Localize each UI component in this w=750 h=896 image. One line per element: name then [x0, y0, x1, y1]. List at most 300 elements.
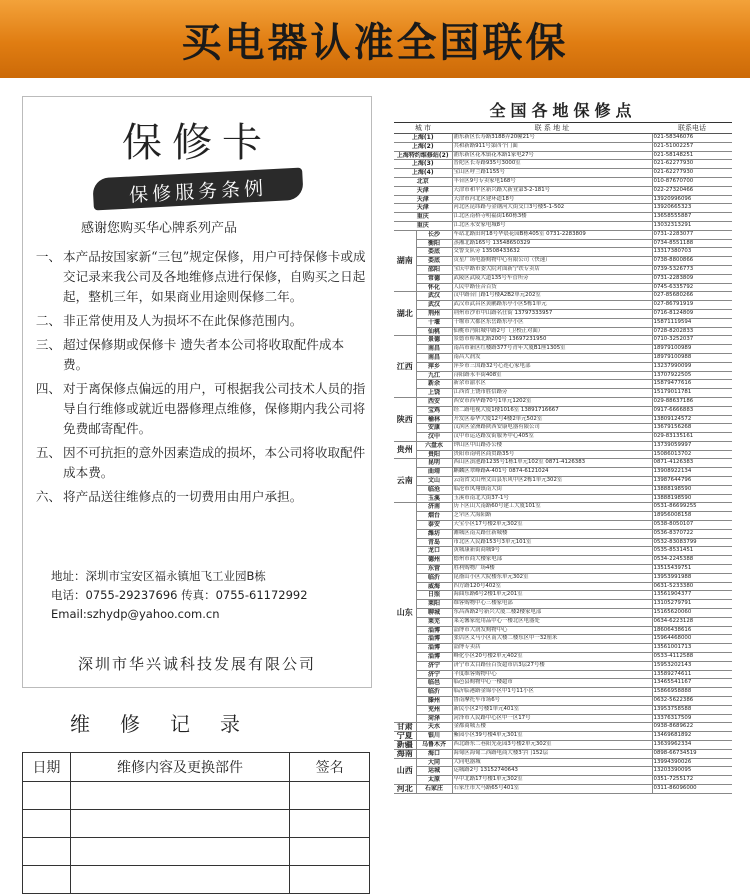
record-cell[interactable] — [290, 866, 370, 894]
address-cell: 贵阳市南明区商贸路35号 — [452, 450, 652, 459]
city-cell: 莱芜 — [416, 617, 452, 626]
record-cell[interactable] — [23, 810, 71, 838]
phone-cell: 021-62277930 — [652, 160, 732, 169]
city-cell: 九江 — [416, 371, 452, 380]
phone-cell: 13707922505 — [652, 371, 732, 380]
city-cell: 天津 — [394, 195, 452, 204]
location-row — [394, 353, 732, 362]
location-row — [394, 679, 732, 688]
location-row — [394, 318, 732, 327]
term-text: 超过保修期或保修卡 遗失者本公司将收取配件成本费。 — [63, 337, 345, 372]
location-row — [394, 397, 732, 406]
province-cell: 湖北 — [394, 292, 416, 336]
record-cell[interactable] — [70, 838, 289, 866]
province-cell: 甘肃 — [394, 723, 416, 732]
phone-cell: 0898-66734519 — [652, 749, 732, 758]
phone-cell: 021-51002257 — [652, 142, 732, 151]
phone-cell: 13994390026 — [652, 758, 732, 767]
term-item — [31, 443, 367, 483]
address-cell: 仙桃市沔阳城中路2号（卫校正对面） — [452, 327, 652, 336]
phone-cell: 13032313291 — [652, 221, 732, 230]
address-cell: 新余市渝水区 — [452, 380, 652, 389]
location-row — [394, 626, 732, 635]
phone-cell: 15179011781 — [652, 389, 732, 398]
location-row — [394, 582, 732, 591]
address-cell: 麒麟区翠峰路A-401号 0874-6121024 — [452, 468, 652, 477]
phone-cell: 13809124572 — [652, 415, 732, 424]
province-cell: 宁夏 — [394, 732, 416, 741]
address-cell: 江北区南桥寺明福街160栋3楼 — [452, 213, 652, 222]
phone-cell: 13953991988 — [652, 573, 732, 582]
phone-cell: 13515439751 — [652, 565, 732, 574]
address-cell: 十堰市大都区东岳路东亭小区 — [452, 318, 652, 327]
location-row — [394, 477, 732, 486]
phone-cell: 0728-8202833 — [652, 327, 732, 336]
city-cell: 济南 — [416, 503, 452, 512]
header-phone: 联系电话 — [652, 123, 732, 134]
phone-cell: 021-62277930 — [652, 169, 732, 178]
record-cell[interactable] — [290, 838, 370, 866]
header-city: 城 市 — [394, 123, 452, 134]
location-row — [394, 327, 732, 336]
phone-cell: 029-88637186 — [652, 397, 732, 406]
address-cell: 武陵区武陵大道135号车管所旁 — [452, 274, 652, 283]
city-cell: 玉溪 — [416, 494, 452, 503]
phone-cell: 13953758588 — [652, 705, 732, 714]
location-row — [394, 644, 732, 653]
location-row — [394, 221, 732, 230]
address-cell: 天宝小区17号楼2单元302室 — [452, 521, 652, 530]
city-cell: 天津 — [394, 186, 452, 195]
city-cell: 乌鲁木齐 — [416, 740, 452, 749]
location-row — [394, 705, 732, 714]
location-row — [394, 406, 732, 415]
address-cell: 景德市桥城北路200号 13697231950 — [452, 336, 652, 345]
city-cell: 大同 — [416, 758, 452, 767]
location-row — [394, 248, 732, 257]
address-cell: 胜利购物广场4楼 — [452, 565, 652, 574]
locations-table — [394, 122, 732, 794]
phone-cell: 021-58148251 — [652, 151, 732, 160]
phone-cell: 13105279791 — [652, 600, 732, 609]
address-cell: 交警支队旁 13508433632 — [452, 248, 652, 257]
phone-cell: 0634-6223128 — [652, 617, 732, 626]
city-cell: 仙桃 — [416, 327, 452, 336]
address-cell: 新民小区2号楼1单元401室 — [452, 705, 652, 714]
location-row — [394, 177, 732, 186]
province-cell: 江西 — [394, 336, 416, 398]
record-cell[interactable] — [23, 838, 71, 866]
record-cell[interactable] — [290, 810, 370, 838]
record-row — [23, 838, 370, 866]
address-cell: 开发区泰华大厦12号4楼2单元502室 — [452, 415, 652, 424]
phone-cell: 0739-5326773 — [652, 265, 732, 274]
location-row — [394, 362, 732, 371]
city-cell: 临邑 — [416, 679, 452, 688]
location-row — [394, 776, 732, 785]
city-cell: 武汉 — [416, 292, 452, 301]
location-row — [394, 723, 732, 732]
city-cell: 娄底 — [416, 257, 452, 266]
warranty-card — [22, 96, 372, 688]
address-cell: 四方路120号402室 — [452, 582, 652, 591]
location-row — [394, 688, 732, 697]
phone-cell: 0731-2283809 — [652, 274, 732, 283]
city-cell: 西安 — [416, 397, 452, 406]
company-name: 深圳市华兴诚科技发展有限公司 — [77, 655, 316, 673]
location-row — [394, 345, 732, 354]
address-cell: 武汉市武昌区黄鹂路东亭小区5栋1单元 — [452, 301, 652, 310]
city-cell: 娄底 — [416, 248, 452, 257]
record-cell[interactable] — [23, 782, 71, 810]
term-text: 对于离保修点偏远的用户，可根据我公司技术人员的指导自行维修或就近电器修理点维修，保修期内我公司将免费邮寄配件。 — [63, 381, 366, 436]
address-cell: 宝山区呼兰路1155号 — [452, 169, 652, 178]
location-row — [394, 556, 732, 565]
city-cell: 昆明 — [416, 459, 452, 468]
record-cell[interactable] — [290, 782, 370, 810]
phone-cell: 13561904377 — [652, 591, 732, 600]
record-cell[interactable] — [70, 782, 289, 810]
address-cell: 经二路电视大厦1楼1016室 13891716667 — [452, 406, 652, 415]
location-row — [394, 591, 732, 600]
phone-cell: 13376317509 — [652, 714, 732, 723]
record-cell[interactable] — [23, 866, 71, 894]
address-cell: 石家庄市大马路65号401室 — [452, 784, 652, 793]
city-cell: 威海 — [416, 582, 452, 591]
phone-cell: 13469681892 — [652, 732, 732, 741]
email-text: Email:szhydp@yahoo.com.cn — [51, 607, 220, 621]
address-cell: 南昌市新区红楼路377号青年大厦B1座1305室 — [452, 345, 652, 354]
term-number: 二、 — [35, 313, 61, 328]
location-row — [394, 283, 732, 292]
location-row — [394, 547, 732, 556]
city-cell: 怀化 — [416, 283, 452, 292]
address-cell: 浔阳路永丰街408室 — [452, 371, 652, 380]
address-text: 地址：深圳市宝安区福永镇旭飞工业园B栋 — [51, 569, 266, 583]
address-cell: 车站北路田时18号华晨花园B栋405室 0731-2283809 — [452, 230, 652, 239]
address-cell: 普陀区长寿路935号3000室 — [452, 160, 652, 169]
phone-cell: 13920996096 — [652, 195, 732, 204]
city-cell: 榆林 — [416, 415, 452, 424]
term-item — [31, 335, 367, 375]
phone-cell: 18606438616 — [652, 626, 732, 635]
address-cell: 海曲东路6号2楼1单元201室 — [452, 591, 652, 600]
city-cell: 淄博 — [416, 644, 452, 653]
location-row — [394, 257, 732, 266]
address-cell: 汉中路台门路1号楼A2B2单元202室 — [452, 292, 652, 301]
location-row — [394, 424, 732, 433]
address-cell: 宝庆中路市委大院对面新宁铁专卖店 — [452, 265, 652, 274]
city-cell: 上海(2) — [394, 142, 452, 151]
term-number: 四、 — [35, 381, 61, 396]
phone-cell: 13920665323 — [652, 204, 732, 213]
phone-cell: 0536-8370722 — [652, 529, 732, 538]
phone-cell: 0351-7255172 — [652, 776, 732, 785]
phone-cell: 0538-8050107 — [652, 521, 732, 530]
city-cell: 荆州 — [416, 309, 452, 318]
city-cell: 新余 — [416, 380, 452, 389]
location-row — [394, 160, 732, 169]
address-cell: 天津市河北区建环道18号 — [452, 195, 652, 204]
city-cell: 青岛 — [416, 538, 452, 547]
locations-title: 全国各地保修点 — [489, 101, 637, 120]
address-cell: 济宁市太白路佳百货超市店3层27号楼 — [452, 661, 652, 670]
phone-cell: 029-83135161 — [652, 433, 732, 442]
province-cell: 陕西 — [394, 397, 416, 441]
address-cell: 市北区人民路153号3单元101室 — [452, 538, 652, 547]
term-item — [31, 247, 367, 307]
location-row — [394, 697, 732, 706]
city-cell: 莱阳 — [416, 600, 452, 609]
address-cell: 荆州市沙市中山路名仕街 13797333957 — [452, 309, 652, 318]
address-cell: 汉滨区金洲路陕西安康电器有限公司 — [452, 424, 652, 433]
address-cell: 淄博市大润发购物中心 — [452, 626, 652, 635]
header-signature: 签名 — [290, 753, 370, 782]
address-cell: 黄城康新街商城9号 — [452, 547, 652, 556]
terms-list — [31, 247, 367, 511]
address-cell: 玉溪市南北大街37-1号 — [452, 494, 652, 503]
location-row — [394, 336, 732, 345]
city-cell: 聊城 — [416, 609, 452, 618]
phone-cell: 13589274611 — [652, 670, 732, 679]
location-row — [394, 600, 732, 609]
location-row — [394, 441, 732, 450]
card-title: 保修卡 — [122, 120, 272, 166]
address-cell: 临沧市凤翔镇南大街 — [452, 485, 652, 494]
term-number: 六、 — [35, 489, 61, 504]
city-cell: 滕州 — [416, 697, 452, 706]
address-cell: 金都商城五楼 — [452, 723, 652, 732]
phone-cell: 010-87670700 — [652, 177, 732, 186]
banner-title: 买电器认准全国联保 — [181, 19, 569, 66]
city-cell: 济宁 — [416, 661, 452, 670]
address-cell: 紫园小区39号楼4单元301室 — [452, 732, 652, 741]
location-row — [394, 450, 732, 459]
address-cell: 西北路东二巷阳光花园3号楼2单元302室 — [452, 740, 652, 749]
address-cell: 江西省上饶市胜信路旁 — [452, 389, 652, 398]
location-row — [394, 529, 732, 538]
phone-cell: 13237990099 — [652, 362, 732, 371]
city-cell: 兖州 — [416, 705, 452, 714]
city-cell: 重庆 — [394, 213, 452, 222]
term-number: 一、 — [35, 249, 61, 264]
address-cell: 浦东新区长寿路3188弄20幢21号 — [452, 134, 652, 143]
city-cell: 北京 — [394, 177, 452, 186]
city-cell: 六盘水 — [416, 441, 452, 450]
city-cell: 淄博 — [416, 626, 452, 635]
phone-cell: 0535-8531451 — [652, 547, 732, 556]
city-cell: 十堰 — [416, 318, 452, 327]
location-row — [394, 459, 732, 468]
phone-cell: 18956008158 — [652, 512, 732, 521]
phone-cell: 15879477616 — [652, 380, 732, 389]
phone-cell: 0710-3252037 — [652, 336, 732, 345]
address-cell: 共和新路911号第四个门面 — [452, 142, 652, 151]
address-cell: 峰化小区20号楼2单元402室 — [452, 653, 652, 662]
address-cell: 河北区昆纬路与金钢河大街交口3号楼5-1-502 — [452, 204, 652, 213]
address-cell: 西安市西华路70号1单元1202室 — [452, 397, 652, 406]
location-row — [394, 767, 732, 776]
phone-cell: 15964468000 — [652, 635, 732, 644]
phone-cell: 18979100989 — [652, 345, 732, 354]
header-content: 维修内容及更换部件 — [70, 753, 289, 782]
address-cell: 南昌大润发 — [452, 353, 652, 362]
address-cell: 浦东新区花木镇花木路1家电27号 — [452, 151, 652, 160]
city-cell: 重庆 — [394, 221, 452, 230]
location-row — [394, 670, 732, 679]
address-cell: 汉中市运达路发街服务中心405室 — [452, 433, 652, 442]
city-cell: 贵阳 — [416, 450, 452, 459]
address-cell: 云南省文山州文山县东风中区2栋1单元302室 — [452, 477, 652, 486]
address-cell: 德州市商大楼家电部 — [452, 556, 652, 565]
city-cell: 萍乡 — [416, 362, 452, 371]
record-cell[interactable] — [70, 866, 289, 894]
term-number: 五、 — [35, 445, 61, 460]
location-row — [394, 265, 732, 274]
phone-cell: 13639962334 — [652, 740, 732, 749]
phone-cell: 13465541167 — [652, 679, 732, 688]
location-row — [394, 151, 732, 160]
location-row — [394, 732, 732, 741]
address-cell: 西山区滇池路1235号1栋1单元102室 0871-4126383 — [452, 459, 652, 468]
city-cell: 上海(1) — [394, 134, 452, 143]
province-cell: 湖南 — [394, 230, 416, 292]
location-row — [394, 573, 732, 582]
phone-cell: 15866958888 — [652, 688, 732, 697]
location-row — [394, 134, 732, 143]
phone-cell: 13561001713 — [652, 644, 732, 653]
location-row — [394, 758, 732, 767]
city-cell: 烟台 — [416, 512, 452, 521]
phone-cell: 022-27320466 — [652, 186, 732, 195]
record-cell[interactable] — [70, 810, 289, 838]
service-locations — [394, 96, 732, 891]
province-cell: 贵州 — [394, 441, 416, 459]
address-cell: 萍乡市三国路32号心连心家电部 — [452, 362, 652, 371]
city-cell: 银川 — [416, 732, 452, 741]
location-row — [394, 309, 732, 318]
province-cell: 山东 — [394, 503, 416, 723]
location-row — [394, 494, 732, 503]
address-cell: 维客购物中心三楼家电部 — [452, 600, 652, 609]
address-cell: 钟山区中山路办公楼 — [452, 441, 652, 450]
city-cell: 天津 — [394, 204, 452, 213]
city-cell: 龙口 — [416, 547, 452, 556]
address-cell: 临邑县购物中心一楼超市 — [452, 679, 652, 688]
phone-cell: 15165620060 — [652, 609, 732, 618]
location-row — [394, 186, 732, 195]
city-cell: 南昌 — [416, 345, 452, 354]
location-row — [394, 239, 732, 248]
service-terms-stamp — [92, 168, 303, 211]
term-number: 三、 — [35, 337, 61, 352]
city-cell: 济宁 — [416, 670, 452, 679]
province-cell: 海南 — [394, 749, 416, 758]
phone-cell: 13888198590 — [652, 485, 732, 494]
term-text: 因不可抗拒的意外因素造成的损坏，本公司将收取配件成本费。 — [63, 445, 366, 480]
phone-cell: 0631-5233380 — [652, 582, 732, 591]
city-cell: 武汉 — [416, 301, 452, 310]
address-cell: 淄博专卖店 — [452, 644, 652, 653]
phone-cell: 15086013702 — [652, 450, 732, 459]
city-cell: 海口 — [416, 749, 452, 758]
address-cell: 人民中路佳音百货 — [452, 283, 652, 292]
address-cell: 运城路2号 13152740643 — [452, 767, 652, 776]
phone-cell: 0738-8800866 — [652, 257, 732, 266]
address-cell: 海甸区海甸二西路电商大楼3字门152层 — [452, 749, 652, 758]
phone-cell: 0632-5622386 — [652, 697, 732, 706]
city-cell: 淄博 — [416, 635, 452, 644]
location-row — [394, 661, 732, 670]
record-row — [23, 810, 370, 838]
phone-cell: 0716-8124809 — [652, 309, 732, 318]
location-row — [394, 617, 732, 626]
location-row — [394, 521, 732, 530]
contact-block — [51, 567, 308, 624]
address-cell: 早中北路17号楼1单元302室 — [452, 776, 652, 785]
phone-cell: 18979100988 — [652, 353, 732, 362]
city-cell: 菏泽 — [416, 714, 452, 723]
city-cell: 南昌 — [416, 353, 452, 362]
phone-cell: 0534-2245388 — [652, 556, 732, 565]
city-cell: 宝鸡 — [416, 406, 452, 415]
address-cell: 东昌西路2号新兴大厦二楼2楼家电部 — [452, 609, 652, 618]
phone-cell: 15871119594 — [652, 318, 732, 327]
phone-cell: 0533-4112588 — [652, 653, 732, 662]
location-row — [394, 292, 732, 301]
city-cell: 东营 — [416, 565, 452, 574]
city-cell: 上饶 — [416, 389, 452, 398]
phone-cell: 13679156268 — [652, 424, 732, 433]
phone-cell: 13987644796 — [652, 477, 732, 486]
city-cell: 石家庄 — [416, 784, 452, 793]
city-cell: 上海(3) — [394, 160, 452, 169]
phone-cell: 0532-83083799 — [652, 538, 732, 547]
city-cell: 天水 — [416, 723, 452, 732]
location-row — [394, 503, 732, 512]
phone-cell: 13203390095 — [652, 767, 732, 776]
address-cell: 天津市和平区新兴路大新业第3-2-181号 — [452, 186, 652, 195]
city-cell: 曲靖 — [416, 468, 452, 477]
province-cell: 新疆 — [394, 740, 416, 749]
address-cell: 鲁南摩托车市场6号 — [452, 697, 652, 706]
phone-cell: 0871-4126383 — [652, 459, 732, 468]
city-cell: 衡阳 — [416, 239, 452, 248]
location-row — [394, 565, 732, 574]
address-cell: 平度维客购物中心 — [452, 670, 652, 679]
phone-cell: 0917-6666883 — [652, 406, 732, 415]
address-cell: 菏泽市人民路中心区甲一区17号 — [452, 714, 652, 723]
term-item — [31, 379, 367, 439]
location-row — [394, 653, 732, 662]
phone-cell: 027-85680266 — [652, 292, 732, 301]
phone-cell: 0938-8689622 — [652, 723, 732, 732]
address-cell: 昆嵛山小区大院楼东单元302室 — [452, 573, 652, 582]
city-cell: 日照 — [416, 591, 452, 600]
term-text: 将产品送往维修点的一切费用由用户承担。 — [63, 489, 303, 504]
phone-cell: 13908922134 — [652, 468, 732, 477]
address-cell: 张店区义马小区南大楼二楼东区甲一32厘米 — [452, 635, 652, 644]
address-cell: 江北区永安家电城8号 — [452, 221, 652, 230]
province-cell: 河北 — [394, 784, 416, 793]
location-row — [394, 195, 732, 204]
record-row — [23, 866, 370, 894]
location-row — [394, 274, 732, 283]
phone-cell: 0731-2283077 — [652, 230, 732, 239]
address-cell: 大同电器城 — [452, 758, 652, 767]
location-row — [394, 538, 732, 547]
record-row — [23, 782, 370, 810]
